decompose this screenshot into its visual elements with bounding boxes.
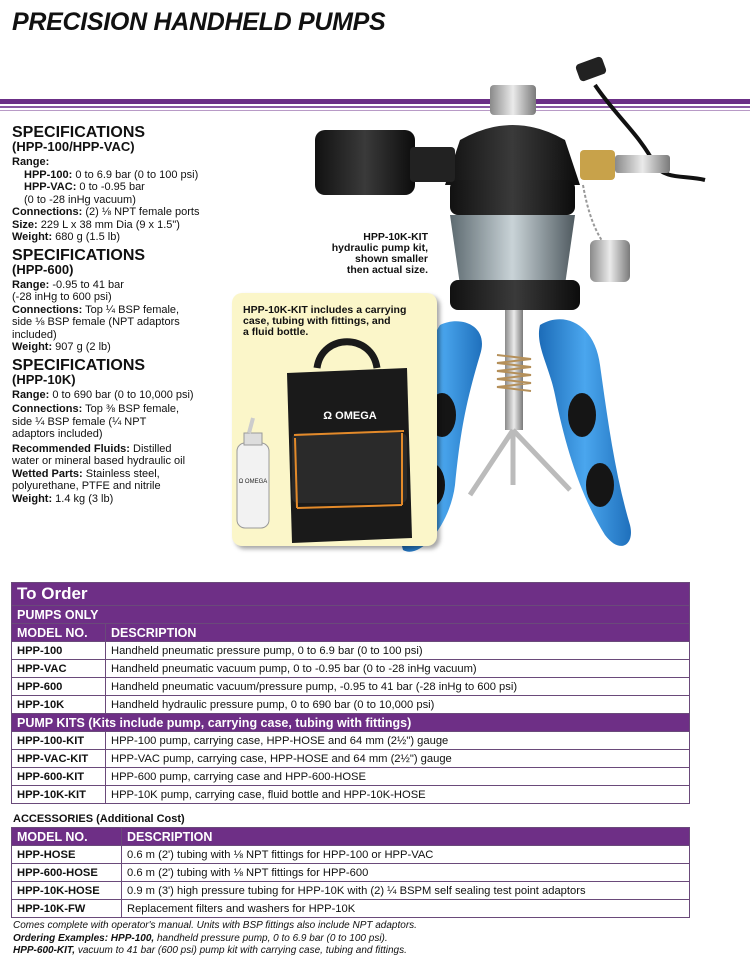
- range-label: Range:: [12, 388, 50, 401]
- caption-line: a fluid bottle.: [243, 326, 309, 338]
- note-line: Comes complete with operator's manual. Units with BSP fittings also include NPT adaptors.: [13, 920, 417, 931]
- connections-value: side ¼ BSP female (¼ NPT: [12, 415, 147, 428]
- weight-value: 1.4 kg (3 lb): [52, 492, 114, 505]
- connections-value: adaptors included): [12, 428, 103, 440]
- column-header-description: DESCRIPTION: [122, 828, 690, 846]
- model-cell: HPP-10K-FW: [12, 900, 122, 918]
- range-model-label: HPP-VAC:: [24, 181, 77, 193]
- specifications-column: [12, 125, 242, 505]
- table-row: [12, 732, 690, 750]
- description-cell: HPP-VAC pump, carrying case, HPP-HOSE and 64 mm (2½") gauge: [106, 750, 690, 768]
- model-cell: HPP-100: [12, 642, 106, 660]
- weight-label: Weight:: [12, 341, 53, 353]
- fluids-value: Distilled: [129, 442, 172, 455]
- description-cell: Handheld pneumatic vacuum pump, 0 to -0.95 bar (0 to -28 inHg vacuum): [106, 660, 690, 678]
- range-label: Range:: [12, 278, 50, 291]
- order-table: [11, 582, 690, 804]
- description-cell: 0.9 m (3') high pressure tubing for HPP-10K with (2) ¼ BSPM self sealing test point adaptors: [122, 882, 690, 900]
- pump-photo-caption: [300, 232, 428, 276]
- description-cell: HPP-10K pump, carrying case, fluid bottle and HPP-10K-HOSE: [106, 786, 690, 804]
- column-header-model: MODEL NO.: [12, 624, 106, 642]
- spec-model: (HPP-600): [12, 261, 74, 277]
- ordering-example-line: [13, 945, 417, 958]
- weight-label: Weight:: [12, 492, 53, 505]
- range-value: -0.95 to 41 bar: [49, 278, 124, 291]
- ordering-example-label: Ordering Examples: HPP-100,: [13, 932, 155, 944]
- spec-heading: SPECIFICATIONS: [12, 124, 146, 141]
- fluids-label: Recommended Fluids:: [12, 442, 130, 455]
- size-label: Size:: [12, 218, 38, 231]
- model-cell: HPP-10K: [12, 696, 106, 714]
- caption-line: HPP-10K-KIT includes a carrying: [243, 304, 407, 316]
- weight-value: 680 g (1.5 lb): [52, 231, 120, 243]
- description-cell: 0.6 m (2') tubing with ⅛ NPT fittings for HPP-100 or HPP-VAC: [122, 846, 690, 864]
- caption-line: then actual size.: [346, 264, 428, 276]
- table-row: [12, 750, 690, 768]
- accessories-table: [11, 827, 690, 918]
- spec-model: (HPP-10K): [12, 371, 76, 387]
- connections-label: Connections:: [12, 206, 83, 218]
- table-row: [12, 900, 690, 918]
- model-cell: HPP-600-HOSE: [12, 864, 122, 882]
- connections-value: (2) ⅛ NPT female ports: [82, 206, 200, 218]
- table-row: [12, 786, 690, 804]
- spec-heading: SPECIFICATIONS: [12, 356, 146, 374]
- ordering-example-text: vacuum to 41 bar (600 psi) pump kit with carrying case, tubing and fittings.: [75, 945, 407, 956]
- wetted-parts-value: Stainless steel,: [82, 467, 160, 480]
- description-cell: Handheld hydraulic pressure pump, 0 to 690 bar (0 to 10,000 psi): [106, 696, 690, 714]
- footnotes: [13, 920, 417, 958]
- range-value: 0 to -0.95 bar: [76, 181, 145, 193]
- fluids-value: water or mineral based hydraulic oil: [12, 455, 186, 467]
- description-cell: Handheld pneumatic vacuum/pressure pump, -0.95 to 41 bar (-28 inHg to 600 psi): [106, 678, 690, 696]
- omega-logo-bag: Ω OMEGA: [323, 410, 377, 422]
- ordering-example-text: handheld pressure pump, 0 to 6.9 bar (0 to 100 psi).: [154, 932, 388, 944]
- caption-line: shown smaller: [355, 253, 428, 265]
- kit-callout-caption: [243, 305, 423, 338]
- table-row: [12, 846, 690, 864]
- connections-label: Connections:: [12, 403, 83, 415]
- model-cell: HPP-HOSE: [12, 846, 122, 864]
- connections-value: Top ⅜ BSP female,: [82, 403, 180, 415]
- table-row: [12, 660, 690, 678]
- size-value: 229 L x 38 mm Dia (9 x 1.5"): [37, 218, 180, 231]
- model-cell: HPP-10K-HOSE: [12, 882, 122, 900]
- table-row: [12, 768, 690, 786]
- pump-kits-heading: PUMP KITS (Kits include pump, carrying case, tubing with fittings): [12, 714, 690, 732]
- connections-value: Top ¼ BSP female,: [82, 303, 180, 316]
- description-cell: HPP-600 pump, carrying case and HPP-600-HOSE: [106, 768, 690, 786]
- table-row: [12, 882, 690, 900]
- table-row: [12, 642, 690, 660]
- column-header-description: DESCRIPTION: [106, 624, 690, 642]
- model-cell: HPP-VAC-KIT: [12, 750, 106, 768]
- description-cell: Handheld pneumatic pressure pump, 0 to 6.9 bar (0 to 100 psi): [106, 642, 690, 660]
- spec-heading: SPECIFICATIONS: [12, 246, 146, 264]
- range-label: Range:: [12, 156, 50, 168]
- ordering-example-line: [13, 933, 417, 946]
- description-cell: 0.6 m (2') tubing with ⅛ NPT fittings for HPP-600: [122, 864, 690, 882]
- connections-value: included): [12, 328, 57, 341]
- model-cell: HPP-100-KIT: [12, 732, 106, 750]
- caption-line: HPP-10K-KIT: [363, 231, 428, 243]
- ordering-example-model: HPP-600-KIT,: [13, 945, 76, 956]
- range-model-label: HPP-100:: [24, 168, 73, 181]
- page-title: PRECISION HANDHELD PUMPS: [12, 8, 386, 36]
- weight-value: 907 g (2 lb): [52, 341, 111, 353]
- description-cell: HPP-100 pump, carrying case, HPP-HOSE and 64 mm (2½") gauge: [106, 732, 690, 750]
- caption-line: hydraulic pump kit,: [331, 242, 428, 254]
- omega-logo-bottle: Ω OMEGA: [238, 479, 268, 485]
- pumps-only-heading: PUMPS ONLY: [12, 606, 690, 624]
- wetted-parts-value: polyurethane, PTFE and nitrile: [12, 480, 161, 492]
- column-header-model: MODEL NO.: [12, 828, 122, 846]
- accessories-heading: ACCESSORIES (Additional Cost): [13, 813, 185, 825]
- wetted-parts-label: Wetted Parts:: [12, 467, 83, 480]
- order-table-title: To Order: [12, 583, 690, 606]
- range-value: 0 to 6.9 bar (0 to 100 psi): [72, 168, 199, 181]
- spec-block-hpp-100: [12, 125, 242, 244]
- model-cell: HPP-600-KIT: [12, 768, 106, 786]
- range-value: (0 to -28 inHg vacuum): [24, 193, 136, 206]
- spec-model: (HPP-100/HPP-VAC): [12, 139, 135, 154]
- table-row: [12, 696, 690, 714]
- model-cell: HPP-600: [12, 678, 106, 696]
- connections-label: Connections:: [12, 303, 83, 316]
- caption-line: case, tubing with fittings, and: [243, 315, 391, 327]
- table-row: [12, 864, 690, 882]
- model-cell: HPP-VAC: [12, 660, 106, 678]
- connections-value: side ⅛ BSP female (NPT adaptors: [12, 316, 180, 328]
- table-row: [12, 678, 690, 696]
- range-value: (-28 inHg to 600 psi): [12, 291, 112, 303]
- spec-block-hpp-10k: [12, 358, 242, 506]
- weight-label: Weight:: [12, 231, 53, 243]
- description-cell: Replacement filters and washers for HPP-10K: [122, 900, 690, 918]
- spec-block-hpp-600: [12, 248, 242, 354]
- model-cell: HPP-10K-KIT: [12, 786, 106, 804]
- range-value: 0 to 690 bar (0 to 10,000 psi): [49, 388, 194, 401]
